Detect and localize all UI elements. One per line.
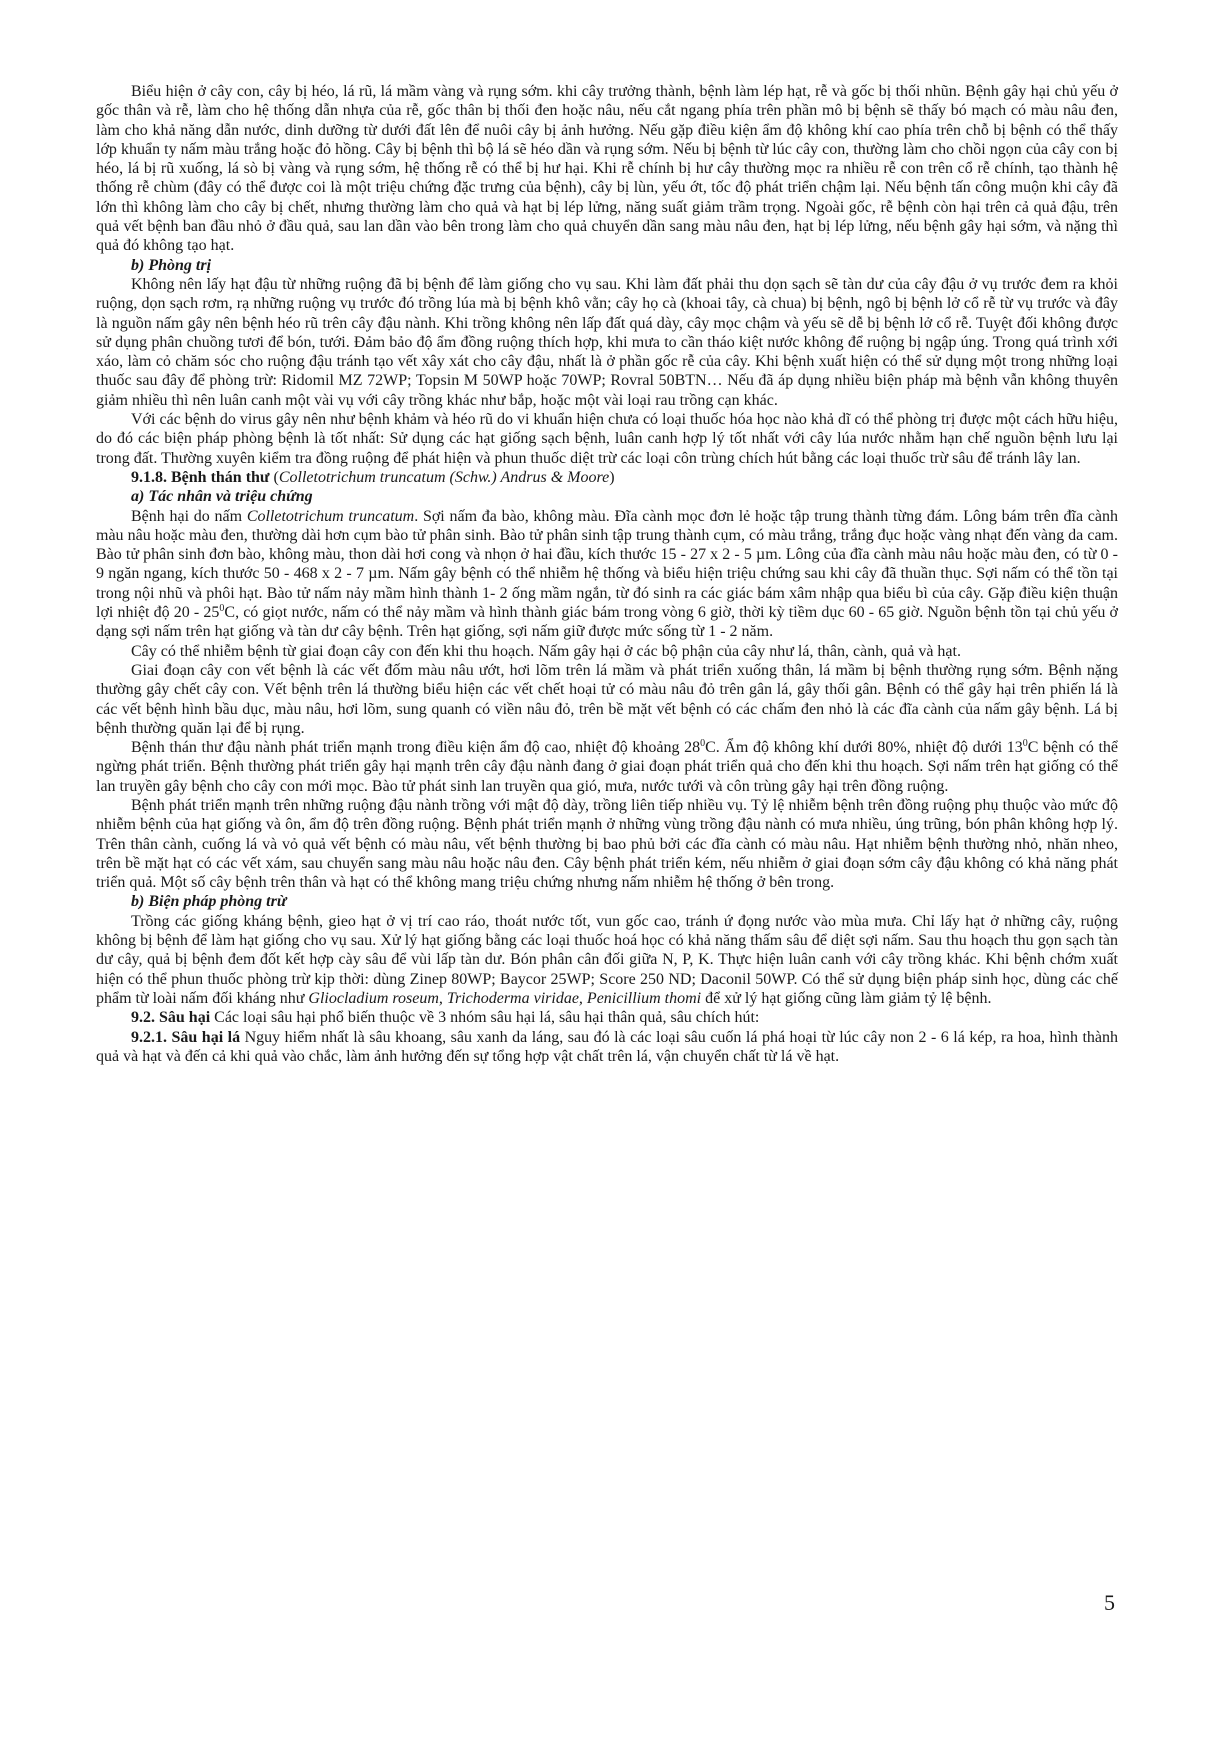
section-heading-scientific-name: Colletotrichum truncatum (Schw.) Andrus & Moore [278,468,610,486]
control-text-a: Trồng các giống kháng bệnh, gieo hạt ở vị trí cao ráo, thoát nước tốt, vun gốc cao, tránh ứ đọng nước vào mùa mưa. Chỉ lấy hạt ở những cây, ruộng không bị bệnh để làm hạt giống cho vụ sau. Xử lý hạt giống bằng các loại thuốc hoá học có khả năng thấm sâu để diệt sợi nấm. Sau thu hoạch thu gọn sạch tàn dư cây, quả bị bệnh đem đốt kết hợp cày sâu để vùi lấp tàn dư. Bón phân cân đối giữa N, P, K. Thực hiện luân canh với cây trồng khác. Khi bệnh chớm xuất hiện có thể phun thuốc phòng trừ kịp thời: dùng Zinep 80WP; Baycor 25WP; Score 250 ND; Daconil 50WP. Có thể sử dụng biện pháp sinh học, dùng các chế phẩm từ loài nấm đối kháng như [96,912,1118,1007]
paragraph-field-spread: Bệnh phát triển mạnh trên những ruộng đậu nành trồng với mật độ dày, trồng liên tiếp nhiều vụ. Tỷ lệ nhiễm bệnh trên đồng ruộng phụ thuộc vào mức độ nhiễm bệnh của hạt giống và ôn, ẩm độ trên đồng ruộng. Bệnh phát triển mạnh ở những vùng trồng đậu nành có mưa nhiều, úng trũng, bón phân không hợp lý. Trên thân cành, cuống lá và vỏ quả vết bệnh có màu nâu, vết bệnh thường bị bao phủ bởi các đĩa cành có màu nâu. Hạt nhiễm bệnh thường nhỏ, nhăn nheo, trên bề mặt hạt có các vết xám, sau chuyển sang màu nâu hoặc nâu đen. Cây bệnh phát triển kém, nếu nhiễm ở giai đoạn sớm cây đậu không có khả năng phát triển quả. Một số cây bệnh trên thân và hạt có thể không mang triệu chứng nhưng nấm nhiễm hệ thống ở bên trong. [96,796,1118,892]
section-9-2-text: Các loại sâu hại phổ biến thuộc về 3 nhóm sâu hại lá, sâu hại thân quả, sâu chích hút: [210,1009,760,1027]
heading-control-measures: b) Biện pháp phòng trừ [131,893,287,911]
degree-superscript: 0 [700,738,706,750]
section-heading-9-2-1: 9.2.1. Sâu hại lá [131,1028,241,1046]
paragraph-control-measures [96,912,1118,1008]
heading-cause-symptoms: a) Tác nhân và triệu chứng [131,488,313,506]
pathogen-text-c: C, có giọt nước, nấm có thể nảy mầm và hình thành giác bám trong vòng 6 giờ, thời kỳ tiềm dục 60 - 65 giờ. Nguồn bệnh tồn tại chủ yếu ở dạng sợi nấm trên hạt giống và tàn dư cây bệnh. Trên hạt giống, sợi nấm giữ được mức sống từ 1 - 2 năm. [96,604,1118,641]
conditions-text-b: C. Ẩm độ không khí dưới 80%, nhiệt độ dưới 13 [705,739,1023,757]
document-body [96,82,1118,1066]
section-heading-9-1-8-title: 9.1.8. Bệnh thán thư [131,468,270,486]
pathogen-text-a: Bệnh hại do nấm [131,507,247,525]
antagonist-fungi-names: Gliocladium roseum, Trichoderma viridae, Penicillium thomi [308,989,702,1007]
conditions-text-c: C bệnh có thể ngừng phát triển. Bệnh thường phát triển gây hại mạnh trên cây đậu nành đang ở giai đoạn phát triển quả cho đến khi thu hoạch. Sợi nấm trên hạt giống có thể lan truyền gây bệnh cho cây con mới mọc. Bào tử phát sinh lan truyền qua gió, mưa, nước tưới và côn trùng gây hại trên đồng ruộng. [96,739,1119,795]
paragraph-infection-stage: Cây có thể nhiễm bệnh từ giai đoạn cây con đến khi thu hoạch. Nấm gây hại ở các bộ phận của cây như lá, thân, cành, quả và hạt. [131,642,961,660]
paragraph-virus-prevention: Với các bệnh do virus gây nên như bệnh khảm và héo rũ do vi khuẩn hiện chưa có loại thuốc hóa học nào khả dĩ có thể phòng trị được một cách hữu hiệu, do đó các biện pháp phòng bệnh là tốt nhất: Sử dụng các hạt giống sạch bệnh, luân canh hợp lý tốt nhất với cây lúa nước nhằm hạn chế nguồn bệnh lưu lại trong đất. Thường xuyên kiểm tra đồng ruộng để phát hiện và phun thuốc diệt trừ các loại côn trùng chích hút bằng các loại thuốc trừ sâu để tránh lây lan. [96,411,1118,467]
degree-superscript: 0 [1022,738,1028,750]
section-9-2-1-leaf-pests [96,1028,1118,1067]
degree-superscript: 0 [219,603,225,615]
paragraph-seedling-symptoms: Giai đoạn cây con vết bệnh là các vết đốm màu nâu ướt, hơi lõm trên lá mầm và phát triển xuống thân, lá mầm bị bệnh thường rụng sớm. Bệnh nặng thường gây chết cây con. Vết bệnh trên lá thường biểu hiện các vết chết hoại tử có màu nâu đỏ trên gân lá, gây thối gân. Bệnh có thể gây hại trên phiến lá là các vết bệnh hình bầu dục, màu nâu, hơi lõm, sung quanh có viền nâu đỏ, trên bề mặt vết bệnh có các chấm đen nhỏ là các đĩa cành của nấm gây bệnh. Lá bị bệnh thường quăn lại để bị rụng. [96,661,1118,737]
section-9-2-1-text: Nguy hiểm nhất là sâu khoang, sâu xanh da láng, sau đó là các loại sâu cuốn lá phá hoại từ lúc cây non 2 - 6 lá kép, ra hoa, hình thành quả và hạt và đến cả khi quả vào chắc, làm ảnh hưởng đến sự tổng hợp vật chất trên lá, vận chuyển chất từ lá về hạt. [96,1028,1118,1065]
conditions-text-a: Bệnh thán thư đậu nành phát triển mạnh trong điều kiện ẩm độ cao, nhiệt độ khoảng 28 [131,739,701,757]
paragraph-symptoms-wilt: Biểu hiện ở cây con, cây bị héo, lá rũ, lá mầm vàng và rụng sớm. khi cây trưởng thành, bệnh làm lép hạt, rễ và gốc bị thối nhũn. Bệnh gây hại chủ yếu ở gốc thân và rễ, làm cho hệ thống dẫn nhựa của rễ, gốc thân bị thối đen hoặc nâu, nếu cắt ngang phía trên phần mô bị bệnh sẽ thấy bó mạch có màu nâu đen, làm cho khả năng dẫn nước, dinh dưỡng từ dưới đất lên để nuôi cây bị ảnh hưởng. Nếu gặp điều kiện ẩm độ không khí cao phía trên chỗ bị bệnh có thể thấy lớp khuẩn ty nấm màu trắng hoặc đỏ hồng. Cây bị bệnh thì bộ lá sẽ héo dần và rụng sớm. Nếu bị bệnh từ lúc cây con, thường làm cho chồi ngọn của cây con bị héo, lá bị rũ xuống, lá sò bị vàng và rụng sớm, hệ thống rễ có thể bị hư hại. Khi rễ chính bị hư cây thường mọc ra nhiều rễ con trên cổ rễ chính, tạo thành hệ thống rễ chùm (đây có thể được coi là một triệu chứng đặc trưng của bệnh), cây bị lùn, yếu ớt, tốc độ phát triển chậm lại. Nếu bệnh tấn công muộn khi cây đã lớn thì không làm cho cây bị chết, nhưng thường làm cho quả và hạt bị lép lửng, năng suất giảm trầm trọng. Ngoài gốc, rễ bệnh còn hại trên cả quả đậu, trên quả vết bệnh ban đầu nhỏ ở đầu quả, sau lan dần vào bên trong làm cho quả chuyển dần sang màu nâu đen, hạt bị lép lửng, nếu bệnh gây hại sớm, và nặng thì quả đó không tạo hạt. [96,83,1118,255]
section-heading-paren-open: ( [269,468,279,486]
paragraph-pathogen [96,507,1118,642]
pathogen-text-b: . Sợi nấm đa bào, không màu. Đĩa cành mọc đơn lẻ hoặc tập trung thành từng đám. Lông bám trên đĩa cành màu nâu hoặc màu đen, thường dài hơn cụm bào tử phân sinh. Bào tử phân sinh tập trung thành cụm, có màu trắng, trắng đục hoặc vàng nhạt đến vàng da cam. Bào tử phân sinh đơn bào, không màu, thon dài hơi cong và nhọn ở hai đầu, kích thước 15 - 27 x 2 - 5 µm. Lông của đĩa cành màu nâu hoặc màu đen, có từ 0 - 9 ngăn ngang, kích thước 50 - 468 x 2 - 7 µm. Nấm gây bệnh có thể nhiễm hệ thống và biểu hiện triệu chứng sau khi cây đã thuần thục. Sợi nấm có thể tồn tại trong nội nhũ và phôi hạt. Bào tử nấm nảy mầm hình thành 1- 2 ống mầm ngắn, từ đó sinh ra các giác bám xâm nhập qua biểu bì của cây. Gặp điều kiện thuận lợi nhiệt độ 20 - 25 [96,507,1118,622]
pathogen-scientific-name: Colletotrichum truncatum [246,507,415,525]
paragraph-treatment: Không nên lấy hạt đậu từ những ruộng đã bị bệnh để làm giống cho vụ sau. Khi làm đất phải thu dọn sạch sẽ tàn dư của cây đậu ở vụ trước đem ra khỏi ruộng, dọn sạch rơm, rạ những ruộng vụ trước đó trồng lúa mà bị bệnh khô vằn; cây họ cà (khoai tây, cà chua) bị bệnh, ngô bị bệnh lở cổ rễ từ vụ trước và đây là nguồn nấm gây nên bệnh héo rũ trên cây đậu nành. Khi trồng không nên lấp đất quá dày, cây mọc chậm và yếu sẽ dễ bị bệnh lở cổ rễ. Tuyệt đối không được sử dụng phân chuồng tươi để bón, tưới. Đảm bảo độ ẩm đồng ruộng thích hợp, khi mưa to cần tháo kiệt nước không để ruộng bị ngập úng. Trong quá trình xới xáo, làm cỏ chăm sóc cho ruộng đậu tránh tạo vết xây xát cho cây đậu, nhất là ở phần gốc rễ của cây. Khi bệnh xuất hiện có thể sử dụng một trong những loại thuốc sau đây để phòng trừ: Ridomil MZ 72WP; Topsin M 50WP hoặc 70WP; Rovral 50BTN… Nếu đã áp dụng nhiều biện pháp mà bệnh vẫn không thuyên giảm nhiều thì nên luân canh một vài vụ với cây trồng khác như bắp, hoặc một vài loại rau trồng cạn khác. [96,275,1118,409]
paragraph-conditions [96,738,1118,796]
section-heading-9-1-8 [96,468,1118,487]
section-9-2-pests [96,1008,1118,1027]
heading-treatment: b) Phòng trị [131,256,212,274]
section-heading-paren-close: ) [609,468,615,486]
section-heading-9-2: 9.2. Sâu hại [131,1009,211,1027]
control-text-b: để xử lý hạt giống cũng làm giảm tỷ lệ bệnh. [701,989,992,1007]
page-number: 5 [1104,1590,1115,1615]
